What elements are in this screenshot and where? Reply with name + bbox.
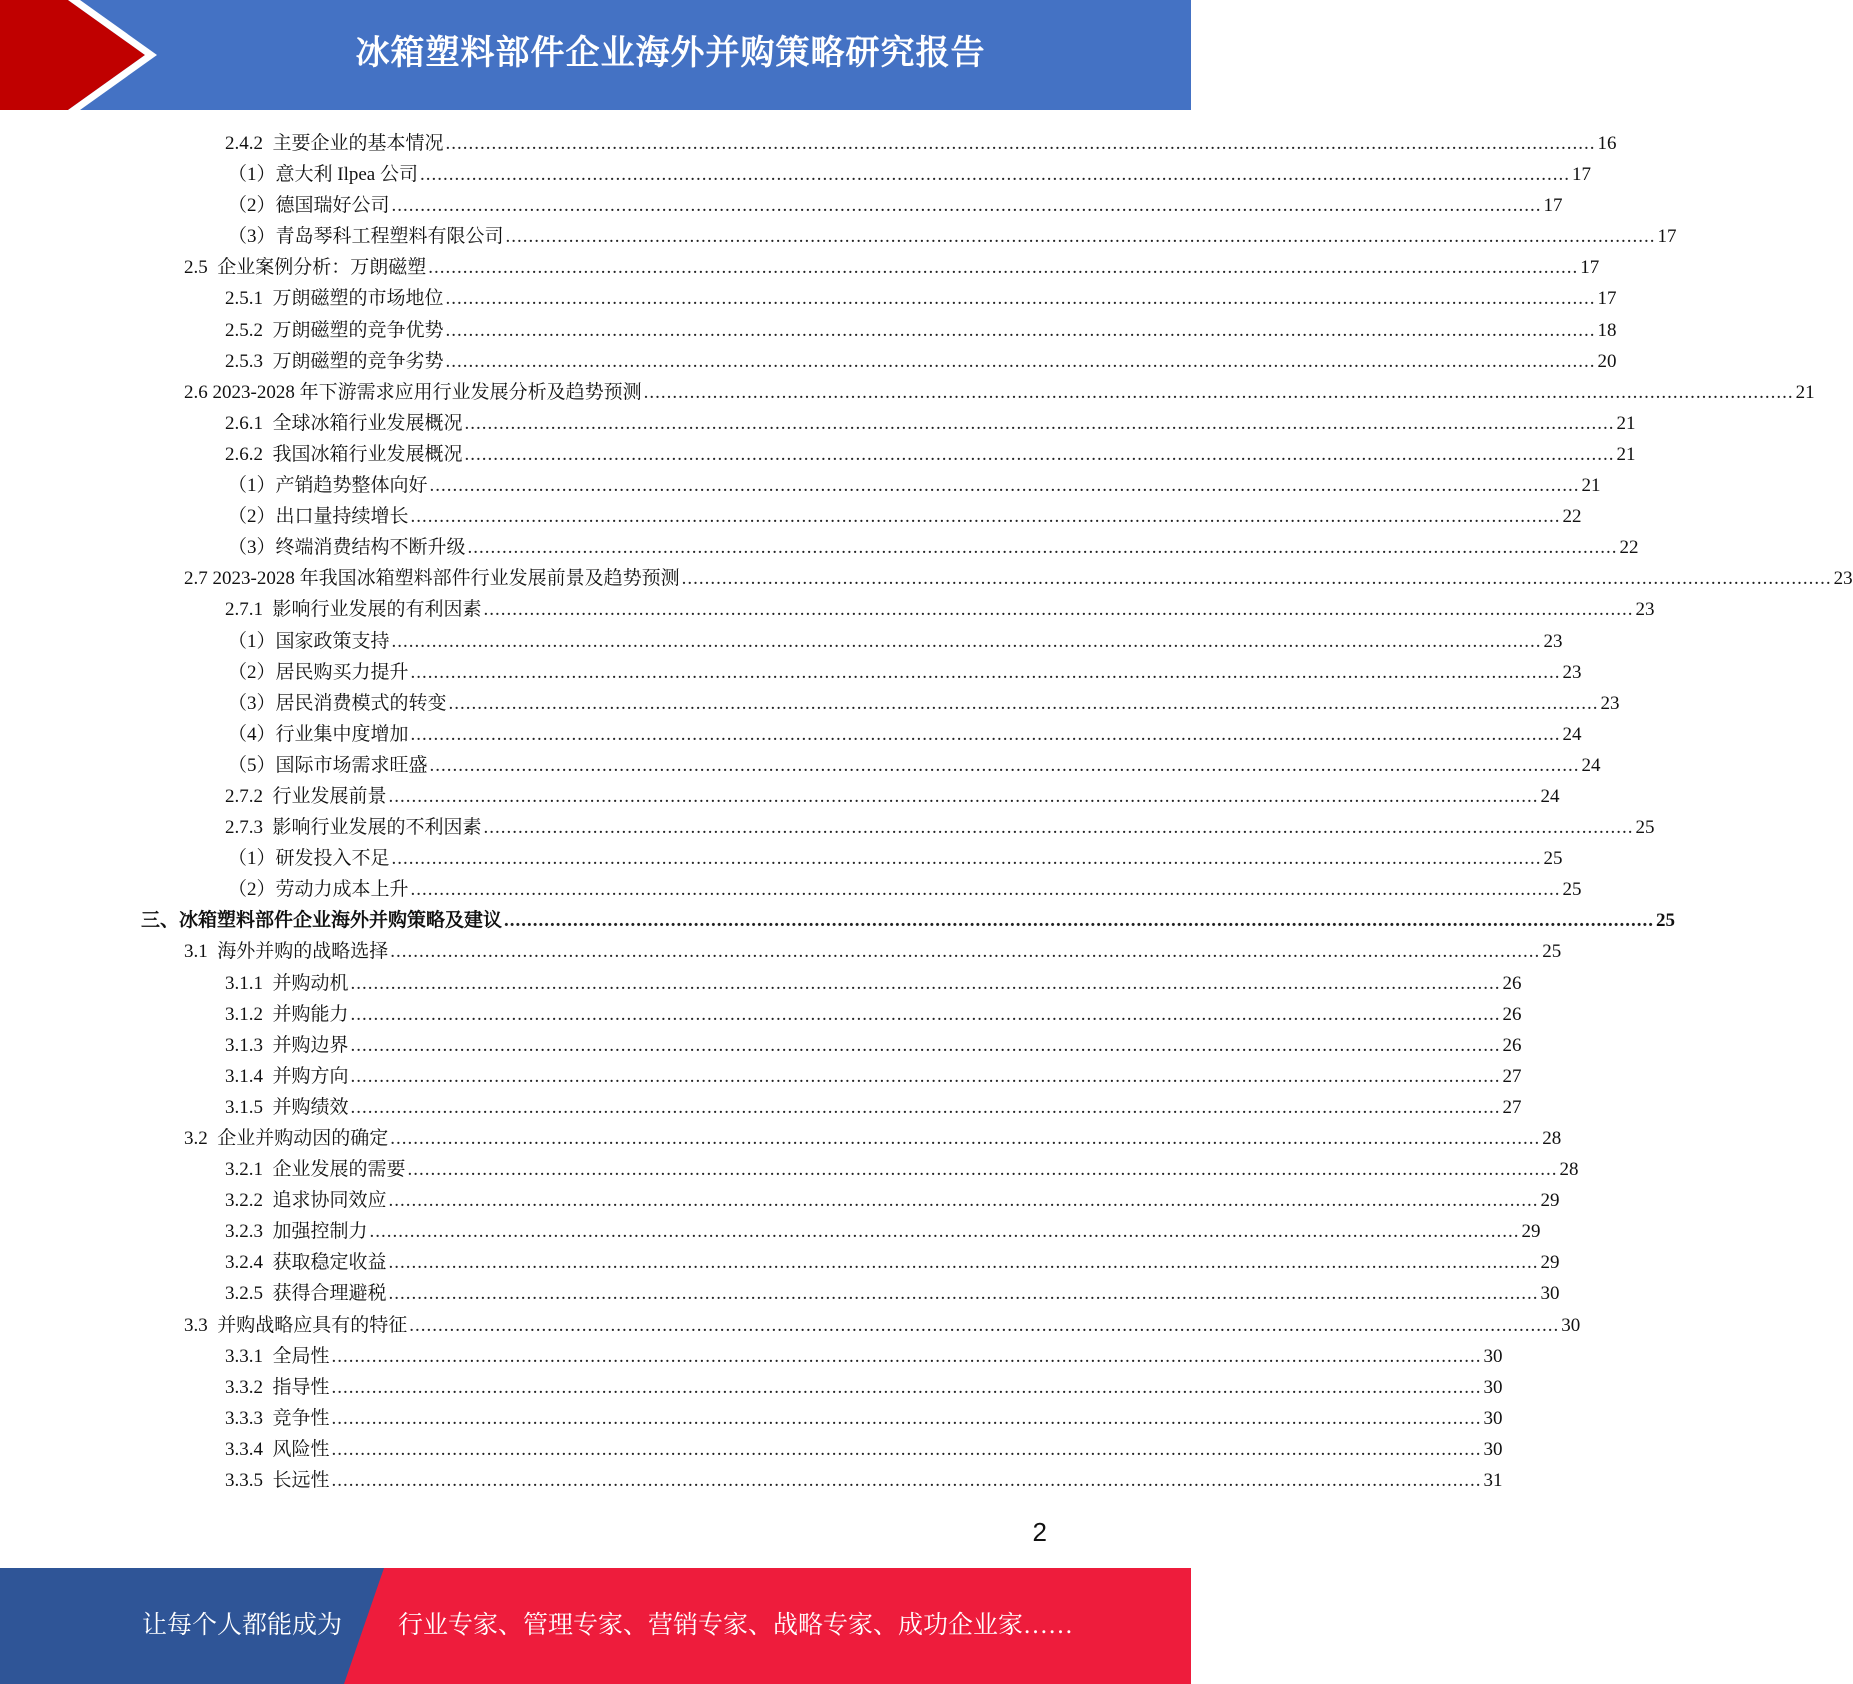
toc-entry[interactable] (0, 283, 1617, 314)
toc-entry-title: 2.6.1 全球冰箱行业发展概况 (225, 412, 463, 434)
toc-entry-title: 2.5.1 万朗磁塑的市场地位 (225, 288, 444, 310)
toc-leader-dots: ........................................................................................................................................................................................................ (445, 288, 1596, 310)
toc-leader-dots: ........................................................................................................................................................................................................ (331, 1470, 1482, 1492)
toc-entry-title: （1）意大利 Ilpea 公司 (228, 164, 418, 186)
toc-leader-dots: ........................................................................................................................................................................................................ (410, 879, 1561, 901)
toc-entry-title: 3.3.3 竞争性 (225, 1407, 330, 1429)
toc-entry-page: 24 (1562, 723, 1582, 745)
toc-entry-page: 25 (1656, 910, 1676, 932)
toc-entry-page: 16 (1597, 133, 1617, 154)
toc-entry-title: 3.2.5 获得合理避税 (225, 1283, 387, 1305)
toc-leader-dots: ........................................................................................................................................................................................................ (681, 568, 1832, 590)
toc-entry[interactable] (0, 1278, 1560, 1309)
toc-leader-dots: ........................................................................................................................................................................................................ (429, 754, 1580, 776)
toc-entry[interactable] (0, 968, 1522, 999)
footer-slogan-right: 行业专家、管理专家、营销专家、战略专家、成功企业家…… (398, 1612, 1074, 1639)
toc-entry[interactable] (0, 470, 1601, 501)
toc-entry-title: （2）德国瑞好公司 (228, 195, 390, 217)
toc-entry-page: 25 (1543, 848, 1563, 870)
toc-entry-title: （3）终端消费结构不断升级 (228, 537, 466, 559)
toc-entry-page: 30 (1483, 1407, 1503, 1429)
toc-entry-title: 3.2.3 加强控制力 (225, 1221, 368, 1243)
toc-entry-page: 21 (1581, 475, 1601, 497)
toc-entry-title: 3.3.1 全局性 (225, 1345, 330, 1367)
toc-entry-page: 20 (1597, 350, 1617, 372)
toc-entry-page: 17 (1580, 257, 1600, 279)
toc-entry-title: 三、冰箱塑料部件企业海外并购策略及建议 (141, 910, 503, 932)
toc-entry[interactable] (0, 812, 1655, 843)
toc-entry-page: 23 (1562, 661, 1582, 683)
toc-entry[interactable] (0, 781, 1560, 812)
toc-entry[interactable] (0, 190, 1563, 221)
toc-entry[interactable] (0, 1247, 1560, 1278)
toc-entry-page: 26 (1502, 972, 1522, 994)
toc-entry-page: 23 (1635, 599, 1655, 621)
toc-entry-title: 2.7 2023-2028 年我国冰箱塑料部件行业发展前景及趋势预测 (184, 568, 680, 590)
toc-entry-page: 23 (1543, 630, 1563, 652)
toc-entry-title: 2.5.3 万朗磁塑的竞争劣势 (225, 350, 444, 372)
toc-entry-page: 24 (1540, 785, 1560, 807)
toc-entry-title: （3）居民消费模式的转变 (228, 692, 447, 714)
toc-entry-page: 26 (1502, 1034, 1522, 1056)
toc-entry-title: 3.1.5 并购绩效 (225, 1096, 349, 1118)
toc-entry[interactable] (0, 1310, 1581, 1341)
toc-leader-dots: ........................................................................................................................................................................................................ (369, 1221, 1520, 1243)
toc-entry[interactable] (0, 532, 1639, 563)
toc-leader-dots: ........................................................................................................................................................................................................ (464, 443, 1615, 465)
footer-slogan-left: 让每个人都能成为 (142, 1612, 343, 1639)
toc-leader-dots: ........................................................................................................................................................................................................ (350, 1096, 1501, 1118)
toc-entry-page: 30 (1483, 1345, 1503, 1367)
toc-entry[interactable] (0, 594, 1655, 625)
toc-entry[interactable] (0, 252, 1600, 283)
toc-entry-title: 2.5 企业案例分析：万朗磁塑 (184, 257, 427, 279)
toc-leader-dots: ........................................................................................................................................................................................................ (429, 475, 1580, 497)
toc-entry[interactable] (0, 657, 1582, 688)
toc-leader-dots: ........................................................................................................................................................................................................ (505, 226, 1656, 248)
toc-leader-dots: ........................................................................................................................................................................................................ (390, 1128, 1541, 1149)
toc-leader-dots: ........................................................................................................................................................................................................ (331, 1407, 1482, 1429)
toc-entry-title: （1）研发投入不足 (228, 848, 390, 870)
toc-leader-dots: ........................................................................................................................................................................................................ (445, 350, 1596, 372)
toc-entry-page: 28 (1542, 1128, 1562, 1149)
toc-leader-dots: ........................................................................................................................................................................................................ (390, 941, 1541, 963)
toc-entry-page: 17 (1657, 226, 1677, 248)
toc-leader-dots: ........................................................................................................................................................................................................ (467, 537, 1618, 559)
toc-entry[interactable] (0, 1185, 1560, 1216)
toc-entry[interactable] (0, 346, 1617, 377)
toc-entry-page: 27 (1502, 1096, 1522, 1118)
toc-entry-title: （1）国家政策支持 (228, 630, 390, 652)
toc-entry[interactable] (0, 1465, 1503, 1496)
toc-leader-dots: ........................................................................................................................................................................................................ (388, 785, 1539, 807)
toc-leader-dots: ........................................................................................................................................................................................................ (410, 661, 1561, 683)
toc-entry-page: 21 (1616, 412, 1636, 434)
toc-entry-page: 17 (1571, 164, 1591, 186)
toc-entry-page: 30 (1561, 1314, 1581, 1336)
toc-entry[interactable] (0, 1216, 1541, 1247)
toc-leader-dots: ........................................................................................................................................................................................................ (448, 692, 1599, 714)
toc-entry[interactable] (0, 1154, 1579, 1185)
toc-entry-title: （2）劳动力成本上升 (228, 879, 409, 901)
toc-entry-page: 21 (1795, 381, 1815, 403)
toc-entry-page: 25 (1562, 879, 1582, 901)
toc-leader-dots: ........................................................................................................................................................................................................ (391, 630, 1542, 652)
toc-entry-page: 27 (1502, 1065, 1522, 1087)
toc-entry-title: 2.6.2 我国冰箱行业发展概况 (225, 443, 463, 465)
toc-leader-dots: ........................................................................................................................................................................................................ (483, 817, 1634, 839)
toc-entry-page: 25 (1635, 817, 1655, 839)
toc-leader-dots: ........................................................................................................................................................................................................ (391, 195, 1542, 217)
toc-leader-dots: ........................................................................................................................................................................................................ (504, 910, 1655, 932)
toc-entry-page: 29 (1540, 1190, 1560, 1212)
toc-entry-title: 2.7.3 影响行业发展的不利因素 (225, 817, 482, 839)
toc-entry-page: 17 (1597, 288, 1617, 310)
toc-entry-page: 17 (1543, 195, 1563, 217)
toc-entry-title: 2.4.2 主要企业的基本情况 (225, 133, 444, 154)
toc-entry-title: 2.7.1 影响行业发展的有利因素 (225, 599, 482, 621)
report-title: 冰箱塑料部件企业海外并购策略研究报告 (355, 33, 986, 73)
toc-entry[interactable] (0, 439, 1636, 470)
toc-entry-title: 3.2.4 获取稳定收益 (225, 1252, 387, 1274)
toc-entry-page: 25 (1542, 941, 1562, 963)
toc-entry-title: （4）行业集中度增加 (228, 723, 409, 745)
toc-entry[interactable] (0, 843, 1563, 874)
table-of-contents (0, 128, 1853, 1496)
toc-entry[interactable] (0, 1123, 1562, 1154)
toc-entry[interactable] (0, 1434, 1503, 1465)
toc-leader-dots: ........................................................................................................................................................................................................ (350, 1034, 1501, 1056)
toc-entry-page: 31 (1483, 1470, 1503, 1492)
toc-leader-dots: ........................................................................................................................................................................................................ (331, 1376, 1482, 1398)
toc-leader-dots: ........................................................................................................................................................................................................ (419, 164, 1570, 186)
toc-entry[interactable] (0, 501, 1582, 532)
toc-entry-title: 2.7.2 行业发展前景 (225, 785, 387, 807)
toc-entry[interactable] (0, 408, 1636, 439)
toc-entry-title: （3）青岛琴科工程塑料有限公司 (228, 226, 504, 248)
toc-entry-title: 3.1 海外并购的战略选择 (184, 941, 389, 963)
header-red-chevron (0, 0, 145, 110)
toc-entry-title: 3.1.1 并购动机 (225, 972, 349, 994)
toc-entry[interactable] (0, 563, 1853, 594)
toc-leader-dots: ........................................................................................................................................................................................................ (445, 319, 1596, 341)
toc-entry-page: 22 (1619, 537, 1639, 559)
toc-entry-title: 3.3.5 长远性 (225, 1470, 330, 1492)
toc-leader-dots: ........................................................................................................................................................................................................ (350, 1065, 1501, 1087)
toc-entry-title: （2）出口量持续增长 (228, 506, 409, 528)
toc-entry-page: 29 (1521, 1221, 1541, 1243)
page-number: 2 (1032, 1517, 1047, 1547)
toc-leader-dots: ........................................................................................................................................................................................................ (409, 1314, 1560, 1336)
toc-entry[interactable] (0, 719, 1582, 750)
toc-entry-page: 29 (1540, 1252, 1560, 1274)
toc-entry-page: 30 (1483, 1376, 1503, 1398)
toc-leader-dots: ........................................................................................................................................................................................................ (331, 1345, 1482, 1367)
toc-entry[interactable] (0, 1061, 1522, 1092)
toc-entry-page: 22 (1562, 506, 1582, 528)
toc-leader-dots: ........................................................................................................................................................................................................ (643, 381, 1794, 403)
report-footer (0, 1568, 1191, 1684)
toc-entry[interactable] (0, 159, 1591, 190)
toc-entry[interactable] (0, 936, 1562, 967)
toc-entry-page: 28 (1559, 1159, 1579, 1181)
toc-entry[interactable] (0, 128, 1617, 159)
toc-entry-page: 30 (1540, 1283, 1560, 1305)
toc-entry-title: 3.3.4 风险性 (225, 1438, 330, 1460)
toc-entry[interactable] (0, 999, 1522, 1030)
toc-entry-title: 3.1.2 并购能力 (225, 1003, 349, 1025)
toc-entry-page: 18 (1597, 319, 1617, 341)
toc-leader-dots: ........................................................................................................................................................................................................ (391, 848, 1542, 870)
toc-leader-dots: ........................................................................................................................................................................................................ (410, 506, 1561, 528)
toc-leader-dots: ........................................................................................................................................................................................................ (410, 723, 1561, 745)
toc-entry-title: 3.3.2 指导性 (225, 1376, 330, 1398)
toc-entry[interactable] (0, 1341, 1503, 1372)
toc-entry-title: 3.1.3 并购边界 (225, 1034, 349, 1056)
toc-entry-title: （5）国际市场需求旺盛 (228, 754, 428, 776)
toc-entry-title: 3.3 并购战略应具有的特征 (184, 1314, 408, 1336)
toc-entry-title: 3.2.1 企业发展的需要 (225, 1159, 406, 1181)
toc-leader-dots: ........................................................................................................................................................................................................ (388, 1252, 1539, 1274)
toc-entry-title: 3.2 企业并购动因的确定 (184, 1128, 389, 1149)
toc-entry[interactable] (0, 626, 1563, 657)
toc-entry-page: 24 (1581, 754, 1601, 776)
toc-leader-dots: ........................................................................................................................................................................................................ (388, 1190, 1539, 1212)
toc-entry-page: 23 (1833, 568, 1853, 590)
toc-entry[interactable] (0, 688, 1620, 719)
toc-leader-dots: ........................................................................................................................................................................................................ (428, 257, 1579, 279)
toc-entry[interactable] (0, 1403, 1503, 1434)
toc-leader-dots: ........................................................................................................................................................................................................ (445, 133, 1596, 154)
toc-entry[interactable] (0, 221, 1677, 252)
toc-entry-page: 30 (1483, 1438, 1503, 1460)
toc-entry[interactable] (0, 874, 1582, 905)
toc-entry-page: 23 (1600, 692, 1620, 714)
toc-entry[interactable] (0, 1030, 1522, 1061)
toc-entry[interactable] (0, 377, 1815, 408)
toc-entry[interactable] (0, 315, 1617, 346)
toc-entry[interactable] (0, 750, 1601, 781)
report-header (0, 0, 1191, 110)
toc-entry[interactable] (0, 1372, 1503, 1403)
toc-leader-dots: ........................................................................................................................................................................................................ (350, 1003, 1501, 1025)
toc-entry-title: （1）产销趋势整体向好 (228, 475, 428, 497)
toc-entry-title: 3.2.2 追求协同效应 (225, 1190, 387, 1212)
toc-entry-title: （2）居民购买力提升 (228, 661, 409, 683)
toc-entry[interactable] (0, 1092, 1522, 1123)
toc-entry-page: 26 (1502, 1003, 1522, 1025)
toc-entry-page: 21 (1616, 443, 1636, 465)
toc-entry-title: 2.5.2 万朗磁塑的竞争优势 (225, 319, 444, 341)
toc-leader-dots: ........................................................................................................................................................................................................ (388, 1283, 1539, 1305)
toc-entry[interactable] (0, 905, 1676, 936)
toc-entry-title: 3.1.4 并购方向 (225, 1065, 349, 1087)
toc-leader-dots: ........................................................................................................................................................................................................ (407, 1159, 1558, 1181)
toc-entry-title: 2.6 2023-2028 年下游需求应用行业发展分析及趋势预测 (184, 381, 642, 403)
toc-leader-dots: ........................................................................................................................................................................................................ (350, 972, 1501, 994)
toc-leader-dots: ........................................................................................................................................................................................................ (483, 599, 1634, 621)
toc-leader-dots: ........................................................................................................................................................................................................ (331, 1438, 1482, 1460)
toc-leader-dots: ........................................................................................................................................................................................................ (464, 412, 1615, 434)
